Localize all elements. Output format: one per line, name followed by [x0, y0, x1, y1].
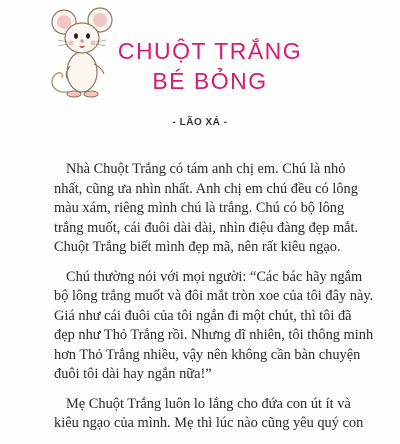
text-line: màu xám, riêng mình chú là trắng. Chú có bộ lông [54, 200, 345, 216]
text-line: Mẹ Chuột Trắng luôn lo lắng cho đứa con út ít và [66, 395, 351, 412]
text-line: bộ lông trắng muốt và đôi mắt tròn xoe của tôi đây này. [54, 288, 374, 304]
text-line: kiêu ngạo của mình. Mẹ thì lúc nào cũng yêu quý con [54, 415, 364, 431]
text-line: Chú thường nói với mọi người: “Các bác hãy ngắm [66, 268, 363, 285]
text-line: đuôi tôi dài hay ngắn nữa!” [54, 366, 212, 382]
text-line: Nhà Chuột Trắng có tám anh chị em. Chú là nhỏ [66, 161, 346, 177]
paragraph-1 [54, 160, 400, 258]
paragraph-2 [54, 268, 400, 385]
paragraph-3 [54, 395, 400, 434]
text-line: nhất, cũng ưa nhìn nhất. Anh chị em chú đều có lông [54, 180, 358, 197]
text-line: đẹp như Thỏ Trắng rồi. Nhưng dĩ nhiên, tôi thông minh [54, 327, 374, 343]
text-line: Giá như cái đuôi của tôi ngắn đi một chút, thì tôi đã [54, 307, 352, 324]
text-line: hơn Thỏ Trắng nhiều, vậy nên không cần bàn chuyện [54, 346, 361, 363]
story-title-line-2: BÉ BỎNG [152, 68, 268, 94]
text-line: trắng muốt, cái đuôi dài dài, nhìn điệu đàng đẹp mắt. [54, 219, 359, 236]
story-author: - LÃO XÁ - [172, 117, 228, 128]
text-line: Chuột Trắng biết mình đẹp mã, nên rất kiêu ngạo. [54, 239, 341, 255]
story-title-line-1: CHUỘT TRẮNG [117, 38, 303, 64]
story-body [54, 160, 400, 444]
white-mouse-illustration [46, 4, 120, 104]
